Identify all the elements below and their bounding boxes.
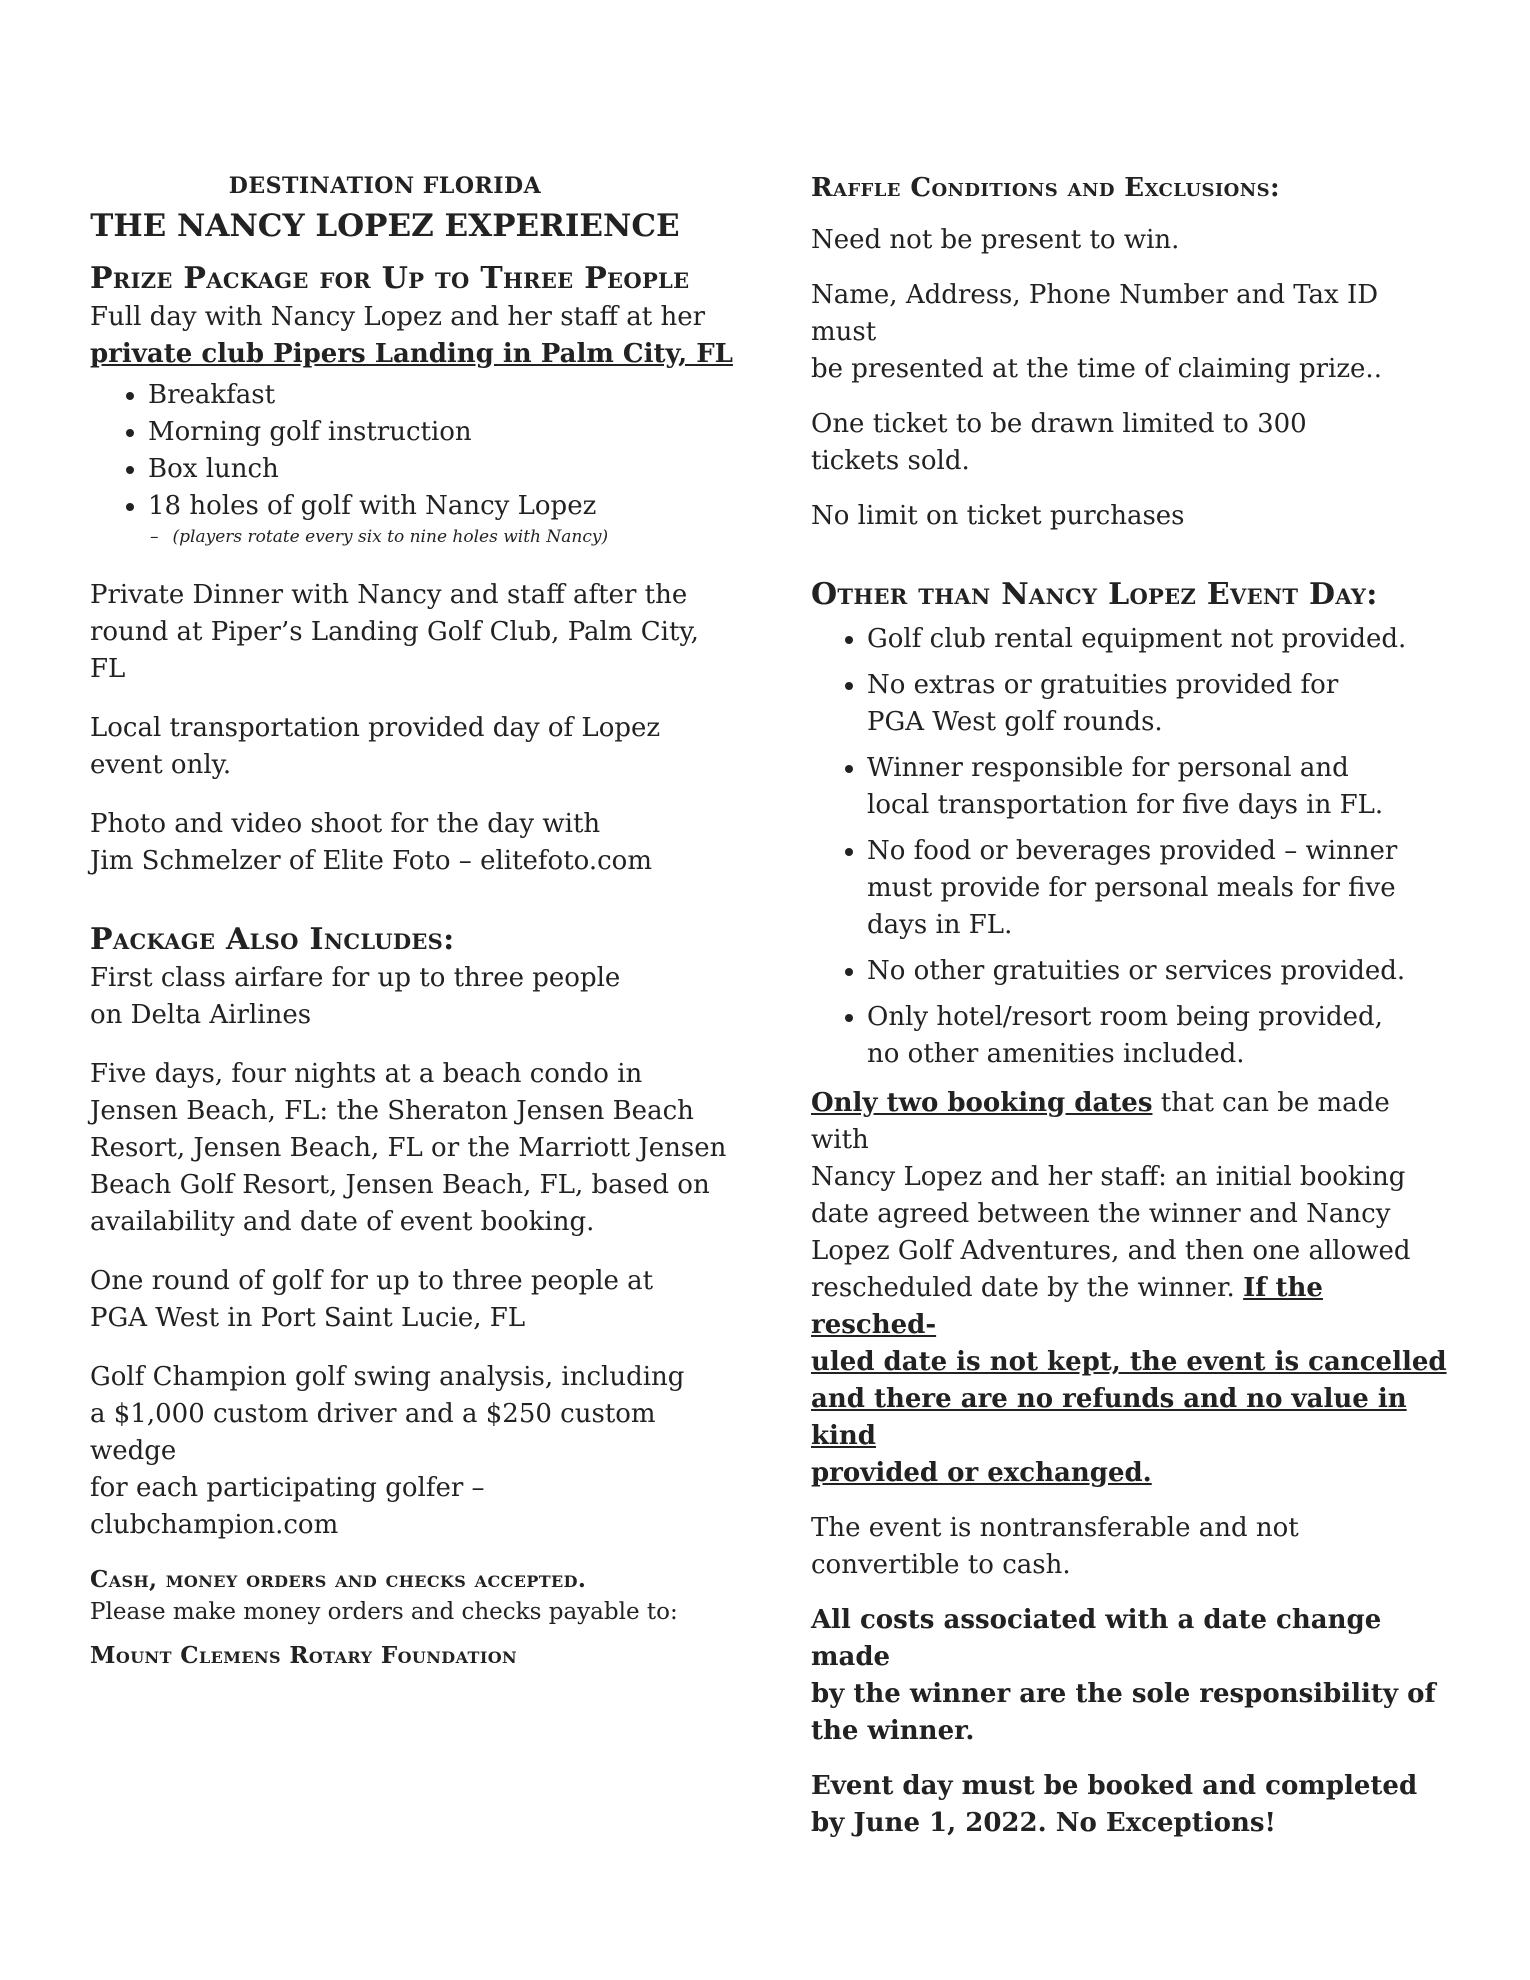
condo-line-4: Beach Golf Resort, Jensen Beach, FL, based on [90,1170,710,1200]
subnote-dash: – [150,527,159,547]
prize-club: private club Pipers Landing in Palm City, FL [90,339,733,369]
condo-line-3: Resort, Jensen Beach, FL or the Marriott Jensen [90,1133,727,1163]
exclusion-4-line-2: must provide for personal meals for five [867,873,1396,903]
other-heading: Other than Nancy Lopez Event Day: [811,577,1378,612]
payee: Mount Clemens Rotary Foundation [90,1642,518,1669]
deadline-line-2: by June 1, 2022. No Exceptions! [811,1808,1276,1838]
prize-subnote [150,525,740,549]
booking-line-3: date agreed between the winner and Nancy [811,1199,1391,1229]
champion-line-3: for each participating golfer – clubchampion.com [90,1473,485,1540]
condo-line-1: Five days, four nights at a beach condo in [90,1059,643,1089]
transfer-line-1: The event is nontransferable and not [811,1513,1299,1543]
transport-line-2: event only. [90,750,232,780]
booking-line-4: Lopez Golf Adventures, and then one allowed [811,1236,1411,1266]
present-text: Need not be present to win. [811,225,1180,255]
list-item [867,621,1451,658]
costs-line-1: All costs associated with a date change made [811,1605,1382,1672]
prize-list [90,377,740,525]
exclusions-list [811,621,1451,1073]
exclusion-4-line-1: No food or beverages provided – winner [867,836,1398,866]
list-item [867,750,1451,824]
eyebrow: DESTINATION FLORIDA [228,173,542,199]
dinner-line-2: round at Piper’s Landing Golf Club, Palm City, FL [90,617,699,684]
champion-line-1: Golf Champion golf swing analysis, including [90,1362,685,1392]
photo-line-1: Photo and video shoot for the day with [90,809,601,839]
list-item [867,667,1451,741]
ticket-line-1: One ticket to be drawn limited to 300 [811,409,1307,439]
list-item [867,833,1451,944]
list-item: • 18 holes of golf with Nancy Lopez [148,488,740,525]
claim-line-2: be presented at the time of claiming prize.. [811,354,1382,384]
exclusion-6-line-2: no other amenities included. [867,1039,1245,1069]
transport-line-1: Local transportation provided day of Lopez [90,713,661,743]
booking-warn-4: provided or exchanged. [811,1458,1152,1488]
also-heading: Package Also Includes: [90,922,455,957]
photo-line-2: Jim Schmelzer of Elite Foto – elitefoto.com [90,846,652,876]
exclusion-2-line-1: No extras or gratuities provided for [867,670,1339,700]
payment-heading: Cash, money orders and checks accepted. [90,1566,587,1593]
exclusion-3-line-1: Winner responsible for personal and [867,753,1349,783]
prize-intro: Full day with Nancy Lopez and her staff at her [90,302,706,332]
booking-text-5: rescheduled date by the winner. [811,1273,1244,1303]
dinner-line-1: Private Dinner with Nancy and staff after the [90,580,688,610]
round-line-1: One round of golf for up to three people at [90,1266,654,1296]
subnote-text: (players rotate every six to nine holes with Nancy) [172,527,609,547]
ticket-line-2: tickets sold. [811,446,970,476]
condo-line-2: Jensen Beach, FL: the Sheraton Jensen Beach [90,1096,694,1126]
booking-warn-3: and there are no refunds and no value in kind [811,1384,1407,1451]
costs-line-3: the winner. [811,1716,975,1746]
list-item [867,953,1451,990]
right-column [811,166,1451,1842]
airfare-line-2: on Delta Airlines [90,1000,312,1030]
booking-warn-2: uled date is not kept, the event is cancelled [811,1347,1447,1377]
booking-warn-1: If the resched- [811,1273,1323,1340]
page-title: THE NANCY LOPEZ EXPERIENCE [90,208,680,244]
payment-note: Please make money orders and checks payable to: [90,1599,678,1625]
airfare-line-1: First class airfare for up to three people [90,963,621,993]
exclusion-2-line-2: PGA West golf rounds. [867,707,1163,737]
round-line-2: PGA West in Port Saint Lucie, FL [90,1303,526,1333]
exclusion-4-line-3: days in FL. [867,910,1013,940]
prize-heading: Prize Package for Up to Three People [90,261,690,296]
list-item: • Box lunch [148,451,740,488]
exclusion-5-line-1: No other gratuities or services provided. [867,956,1406,986]
exclusion-6-line-1: Only hotel/resort room being provided, [867,1002,1383,1032]
list-item: • Morning golf instruction [148,414,740,451]
booking-bold: Only two booking dates [811,1088,1153,1118]
exclusion-3-line-2: local transportation for five days in FL. [867,790,1384,820]
list-item: • Breakfast [148,377,740,414]
booking-text-1: that can be made with [811,1088,1390,1155]
champion-line-2: a $1,000 custom driver and a $250 custom wedge [90,1399,656,1466]
transfer-line-2: convertible to cash. [811,1550,1071,1580]
list-item [867,999,1451,1073]
condo-line-5: availability and date of event booking. [90,1207,595,1237]
left-column [90,166,740,1672]
raffle-heading: Raffle Conditions and Exclusions: [811,173,1281,203]
booking-line-2: Nancy Lopez and her staff: an initial booking [811,1162,1406,1192]
limit-text: No limit on ticket purchases [811,501,1185,531]
costs-line-2: by the winner are the sole responsibility of [811,1679,1436,1709]
booking-line-5 [811,1270,1451,1344]
claim-line-1: Name, Address, Phone Number and Tax ID must [811,280,1379,347]
deadline-line-1: Event day must be booked and completed [811,1771,1418,1801]
booking-line-1 [811,1085,1451,1159]
exclusion-1-line-1: Golf club rental equipment not provided. [867,624,1407,654]
